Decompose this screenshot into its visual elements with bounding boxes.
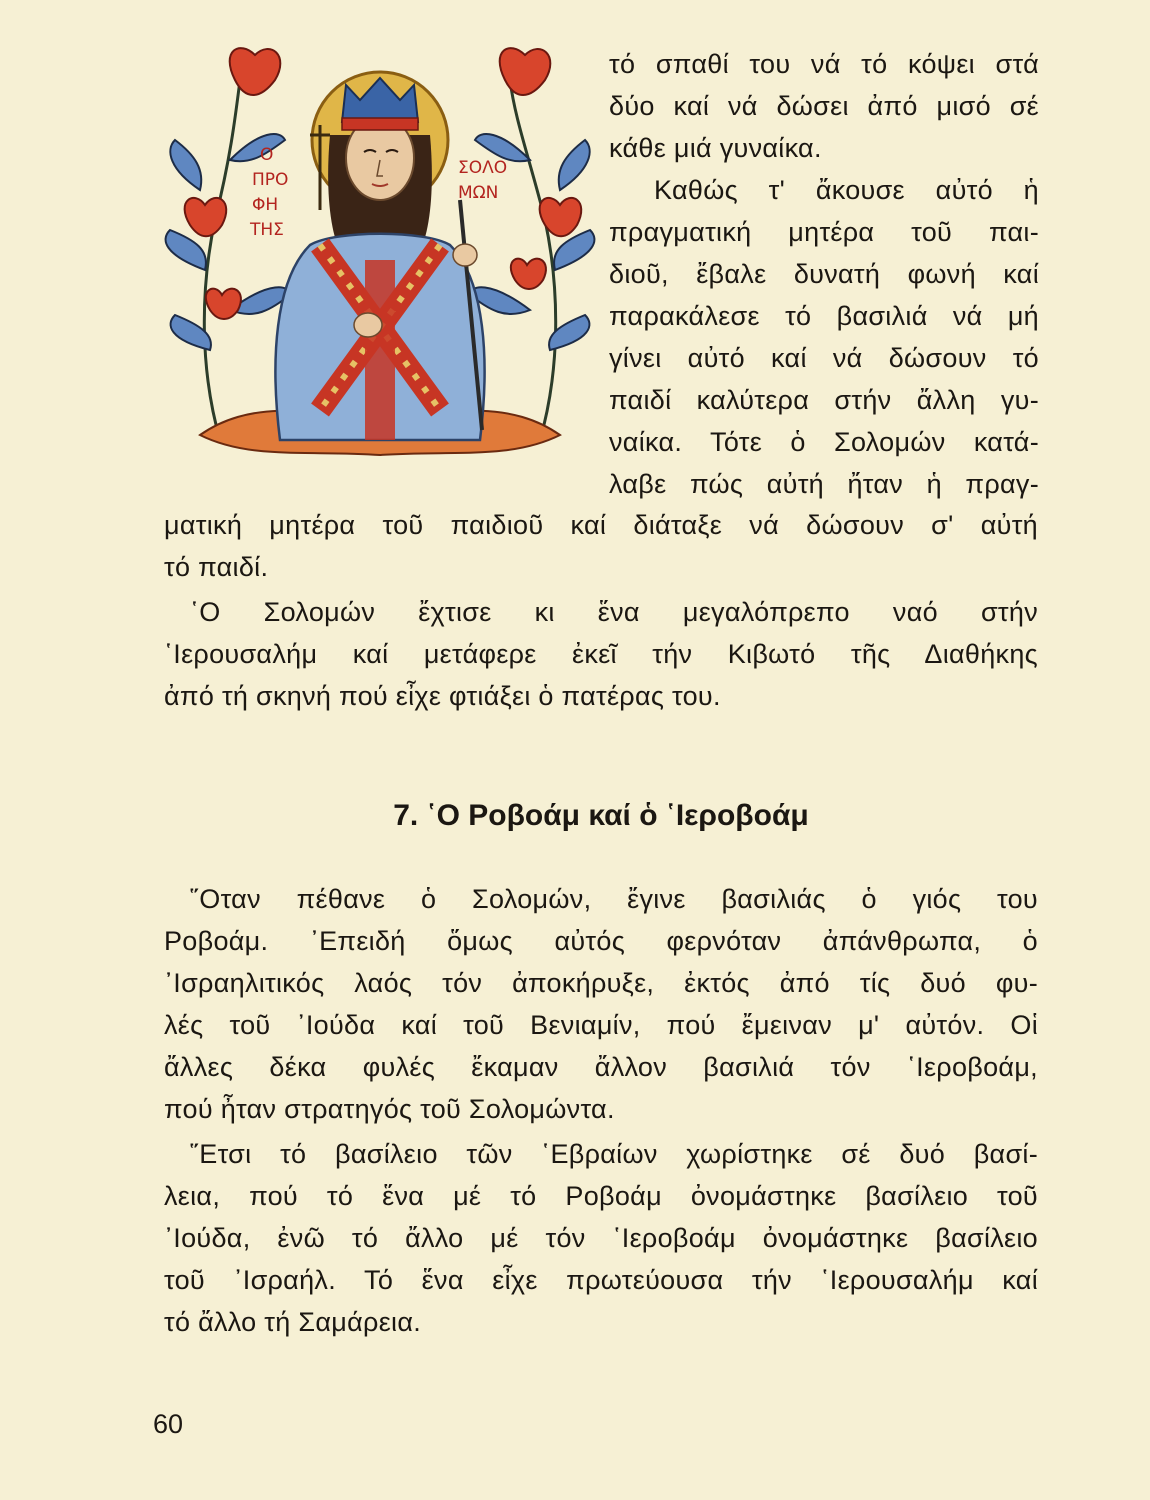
text-line: τό παιδί. [164, 552, 269, 582]
text-line: Καθώς τ' ἄκουσε αὐτό ἡ [654, 175, 1039, 205]
text-line: τό ἄλλο τή Σαμάρεια. [164, 1307, 422, 1337]
text-line: κάθε μιά γυναίκα. [609, 133, 822, 163]
solomon-icon-illustration [160, 40, 600, 495]
solomon-inscription [458, 158, 507, 203]
text-line: πού ἦταν στρατηγός τοῦ Σολομώντα. [164, 1094, 615, 1124]
text-line: ῞Οταν πέθανε ὁ Σολομών, ἔγινε βασιλιάς ὁ γιός του [190, 884, 1038, 914]
inscription-line: Ο [260, 145, 274, 165]
text-line: ᾿Ιούδα, ἐνῶ τό ἄλλο μέ τόν ῾Ιεροβοάμ ὀνομάστηκε βασίλειο [164, 1223, 1038, 1253]
text-line: παρακάλεσε τό βασιλιά νά μή [609, 301, 1039, 331]
text-line: ἀπό τή σκηνή πού εἶχε φτιάξει ὁ πατέρας του. [164, 681, 721, 711]
text-line: Ροβοάμ. ᾿Επειδή ὅμως αὐτός φερνόταν ἀπάνθρωπα, ὁ [164, 926, 1038, 956]
text-line: πραγματική μητέρα τοῦ παι- [609, 217, 1039, 247]
section-heading: 7. ῾Ο Ροβοάμ καί ὁ ῾Ιεροβοάμ [393, 799, 809, 832]
inscription-line: ΣΟΛΟ [458, 158, 508, 178]
text-line: ῞Ετσι τό βασίλειο τῶν ῾Εβραίων χωρίστηκε σέ δυό βασί- [190, 1139, 1038, 1169]
text-line: δύο καί νά δώσει ἀπό μισό σέ [609, 91, 1039, 121]
page-number: 60 [153, 1409, 184, 1439]
text-line: λές τοῦ ᾿Ιούδα καί τοῦ Βενιαμίν, πού ἔμειναν μ' αὐτόν. Οἱ [164, 1010, 1038, 1040]
text-line: γίνει αὐτό καί νά δώσουν τό [609, 343, 1039, 373]
text-line: τοῦ ᾿Ισραήλ. Τό ἕνα εἶχε πρωτεύουσα τήν ῾Ιερουσαλήμ καί [164, 1265, 1038, 1295]
inscription-line: ΦΗ [252, 195, 279, 215]
solomon-icon-svg [160, 40, 600, 495]
inscription-line: ΜΩΝ [458, 183, 499, 203]
text-line: ᾿Ισραηλιτικός λαός τόν ἀποκήρυξε, ἐκτός ἀπό τίς δυό φυ- [164, 968, 1038, 998]
text-line: ἄλλες δέκα φυλές ἔκαμαν ἄλλον βασιλιά τόν ῾Ιεροβοάμ, [164, 1052, 1038, 1082]
inscription-line: ΤΗΣ [250, 220, 284, 240]
text-line: ῾Ο Σολομών ἔχτισε κι ἕνα μεγαλόπρεπο ναό στήν [190, 597, 1038, 627]
text-line: λεια, πού τό ἕνα μέ τό Ροβοάμ ὀνομάστηκε βασίλειο τοῦ [164, 1181, 1038, 1211]
text-line: ῾Ιερουσαλήμ καί μετάφερε ἐκεῖ τήν Κιβωτό τῆς Διαθήκης [164, 639, 1038, 669]
text-line: παιδί καλύτερα στήν ἄλλη γυ- [609, 385, 1039, 415]
text-line: διοῦ, ἔβαλε δυνατή φωνή καί [609, 259, 1039, 289]
text-line: τό σπαθί του νά τό κόψει στά [609, 49, 1039, 79]
inscription-line: ΠΡΟ [252, 170, 289, 190]
text-line: ματική μητέρα τοῦ παιδιοῦ καί διάταξε νά δώσουν σ' αὐτή [164, 510, 1038, 540]
text-line: λαβε πώς αὐτή ἤταν ἡ πραγ- [609, 469, 1039, 499]
text-line: ναίκα. Τότε ὁ Σολομών κατά- [609, 427, 1039, 457]
